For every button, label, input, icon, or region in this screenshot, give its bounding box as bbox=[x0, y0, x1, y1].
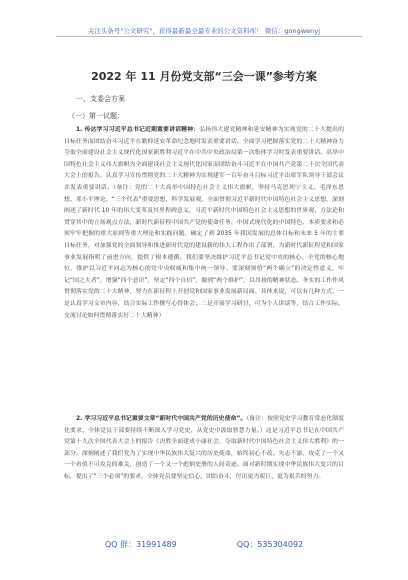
footer-qq-group: QQ 群：31991489 bbox=[104, 540, 177, 549]
header-promo-note: 关注头条号"公文研究"，获得最新最全最专业的公文资料库！ 微信：gongwenyj bbox=[87, 27, 321, 35]
document-title: 2022 年 11 月份党支部“三会一课”参考方案 bbox=[91, 70, 317, 83]
section-heading-committee: 一、支委会方案 bbox=[76, 95, 125, 103]
paragraph-body-speech: 弘扬伟大建党精神和延安精神为实现党的二十大提出的目标任务而团结奋斗习近平在瞻仰延安革命纪念地时发表重要讲话。全面学习把握落实党的二十大精神奋力夺取全面建设社会主义现代化国家新胜利习近平在中共中央政治局第一次集体学习时发表重要讲话。高举中国特色社会主义伟大旗帜为全面建设社会主义现代化国家而团结奋斗习近平在中国共产党第二十次全国代表大会上的报告。认真学习宣传贯彻党的二十大精神为实现建军一百年奋斗目标习近平出席军队领导干部会议并发表重要讲话。（备注：党的二十大高举中国特色社会主义伟大旗帜，坚持马克思列宁主义、毛泽东思想、邓小平理论、“三个代表”重要思想、科学发展观，全面贯彻习近平新时代中国特色社会主义思想，深刻阐述了新时代 10 年的伟大变革及其里程碑意义，习近平新时代中国特色社会主义思想的世界观、方法论和贯穿其中的立场观点方法，新时代新征程中国共产党的使命任务，中国式现代化的中国特色、本质要求和必须牢牢把握的重大原则等重大理论和实践问题，确定了到 2035 年我国发展的总体目标和未来 5 年的主要目标任务，对加强党的全面领导和推进新时代党的建设新的伟大工程作出了部署，为新时代新征程党和国家事业发展指明了前进方向，提供了根本遵循。我们要坚决维护习近平总书记党中央的核心、全党的核心地位，维护以习近平同志为核心的党中央权威和集中统一领导。要深刻领悟“两个确立”的决定性意义，牢记“国之大者”，增强“四个意识”，坚定“四个自信”，做到“两个维护”，以昂扬的精神状态、务实的工作作风贯彻落实党的二十大精神，努力在新征程上开创党和国家事业发展新局面。具体来说，可以有几种方式，一是认真学习文章内容，结合实际工作撰写心得体会；二是开展学习研讨，可为个人讲谈等，结合工作实际，交流讨论如何贯彻落实好二十大精神） bbox=[64, 127, 345, 319]
paragraph-speech-study bbox=[64, 125, 344, 322]
paragraph-article-study bbox=[64, 414, 344, 484]
paragraph-body-article: （备注：按照党史学习教育常态化制度化要求，全体党员干部要持续不断深入学习党史，从党史中汲取智慧力量。）这是习近平总书记在中国共产党第十九次全国代表大会上的报告《决胜全面建成小康社会，夺取新时代中国特色社会主义伟大胜利》的一部分。深刻阐述了我们党为了实现中华民族伟大复兴的历史使命，始终初心不改、矢志不渝，攻克了一个又一个看似不可攻克的难关，创造了一个又一个彪炳史册的人间奇迹。面对新时期实现中华民族伟大复兴的目标，提出了“三个必须”的要求，全体党员要坚定信心，团结奋斗，付出更为艰巨、更为艰苦的努力。 bbox=[64, 416, 345, 480]
subsection-heading-first-topic: （一）第一议题： bbox=[68, 112, 124, 120]
footer-contact bbox=[0, 539, 408, 550]
footer-qq-number: QQ：535304092 bbox=[236, 540, 304, 549]
paragraph-lead-speech: 1. 传达学习习近平总书记近期重要讲话精神： bbox=[76, 127, 200, 133]
paragraph-lead-article: 2. 学习习近平总书记重要文章“新时代中国共产党的历史使命”。 bbox=[76, 416, 247, 422]
header-divider bbox=[56, 36, 362, 37]
